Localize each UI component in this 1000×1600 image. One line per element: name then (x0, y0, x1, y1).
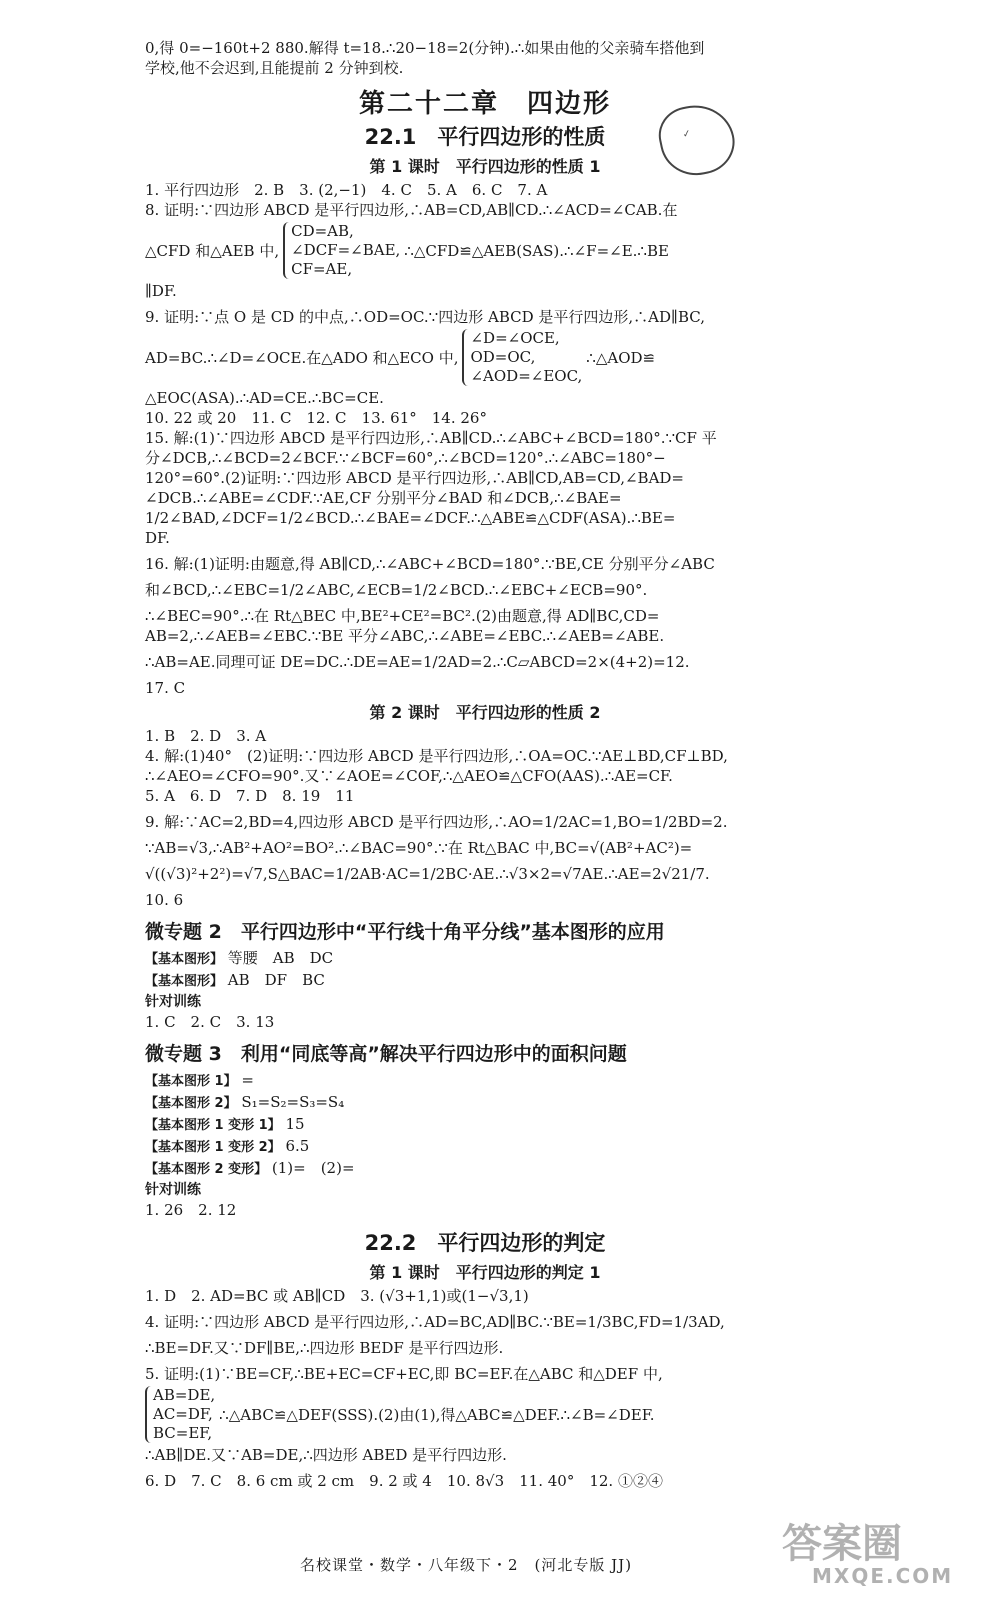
answer-line: ∴∠BEC=90°.∴在 Rt△BEC 中,BE²+CE²=BC².(2)由题意,得 AD∥BC,CD= (145, 607, 660, 625)
answer-line: 1/2∠BAD,∠DCF=1/2∠BCD.∴∠BAE=∠DCF.∴△ABE≌△CDF(ASA).∴BE= (145, 509, 676, 527)
figure-answer (145, 1070, 825, 1092)
watermark-url: MXQE.COM (812, 1564, 954, 1588)
answer-line: △EOC(ASA).∴AD=CE.∴BC=CE. (145, 389, 384, 407)
figure-answer (145, 1092, 825, 1114)
answer-line: 5. A 6. D 7. D 8. 19 11 (145, 787, 355, 805)
answer-line: 16. 解:(1)证明:由题意,得 AB∥CD,∴∠ABC+∠BCD=180°.∵BE,CE 分别平分∠ABC (145, 555, 715, 573)
figure-label: 【基本图形】 (145, 952, 224, 967)
system-brace (462, 329, 582, 386)
system-row: CF=AE, (291, 260, 353, 278)
system-row: AB=DE, (153, 1386, 216, 1404)
answer-line: 15. 解:(1)∵四边形 ABCD 是平行四边形,∴AB∥CD.∴∠ABC+∠BCD=180°.∵CF 平 (145, 429, 717, 447)
answer-line: DF. (145, 529, 170, 547)
system-trail: ∴△ABC≌△DEF(SSS).(2)由(1),得△ABC≌△DEF.∴∠B=∠DEF. (219, 1406, 655, 1424)
answer-line: 1. C 2. C 3. 13 (145, 1013, 275, 1031)
answer-line: 4. 解:(1)40° (2)证明:∵四边形 ABCD 是平行四边形,∴OA=OC.∵AE⊥BD,CF⊥BD, (145, 747, 728, 765)
section-title: 22.2 平行四边形的判定 (364, 1231, 606, 1255)
figure-label: 【基本图形 1】 (145, 1074, 237, 1089)
figure-value: AB DF BC (227, 971, 325, 989)
answer-line: 17. C (145, 679, 186, 697)
answer-line: 8. 证明:∵四边形 ABCD 是平行四边形,∴AB=CD,AB∥CD.∴∠ACD=∠CAB.在 (145, 201, 678, 219)
figure-value: 15 (285, 1115, 305, 1133)
figure-label: 【基本图形 1 变形 2】 (145, 1140, 281, 1155)
answer-line: 10. 6 (145, 891, 184, 909)
answer-line: √((√3)²+2²)=√7,S△BAC=1/2AB·AC=1/2BC·AE.∴√3×2=√7AE.∴AE=2√21/7. (145, 865, 710, 883)
chapter-title: 第二十二章 四边形 (358, 89, 611, 119)
intro-line: 0,得 0=−160t+2 880.解得 t=18.∴20−18=2(分钟).∴如果由他的父亲骑车搭他到 (145, 39, 705, 57)
figure-label: 【基本图形 2】 (145, 1096, 237, 1111)
equation-system (145, 329, 825, 386)
lesson-title: 第 1 课时 平行四边形的性质 1 (369, 157, 601, 176)
answer-line: 1. D 2. AD=BC 或 AB∥CD 3. (√3+1,1)或(1−√3,1) (145, 1287, 529, 1305)
figure-value: 6.5 (285, 1137, 310, 1155)
answer-line: 1. 平行四边形 2. B 3. (2,−1) 4. C 5. A 6. C 7. A (145, 181, 548, 199)
intro-line: 学校,他不会迟到,且能提前 2 分钟到校. (145, 59, 404, 77)
answer-line: ∥DF. (145, 282, 177, 300)
figure-answer (145, 970, 825, 992)
answer-line: ∴∠AEO=∠CFO=90°.又∵∠AOE=∠COF,∴△AEO≌△CFO(AAS).∴AE=CF. (145, 767, 673, 785)
figure-label: 【基本图形 2 变形】 (145, 1162, 268, 1177)
practice-heading: 针对训练 (145, 1182, 201, 1198)
equation-system (145, 222, 825, 279)
figure-value: S₁=S₂=S₃=S₄ (241, 1093, 345, 1111)
page-footer: 名校课堂・数学・八年级下・2 (河北专版 JJ) (300, 1556, 633, 1574)
answer-page (145, 38, 825, 1491)
system-trail: ∴△AOD≌ (586, 348, 656, 367)
answer-line: 4. 证明:∵四边形 ABCD 是平行四边形,∴AD=BC,AD∥BC.∵BE=1/3BC,FD=1/3AD, (145, 1313, 725, 1331)
figure-answer (145, 1158, 825, 1180)
figure-label: 【基本图形 1 变形 1】 (145, 1118, 281, 1133)
answer-line: ∴AB∥DE.又∵AB=DE,∴四边形 ABED 是平行四边形. (145, 1446, 507, 1464)
section-title: 22.1 平行四边形的性质 (364, 125, 606, 149)
answer-line: 1. 26 2. 12 (145, 1201, 237, 1219)
watermark-logo (772, 1512, 982, 1592)
answer-line: 10. 22 或 20 11. C 12. C 13. 61° 14. 26° (145, 409, 487, 427)
equation-system (145, 1386, 825, 1443)
system-row: CD=AB, (291, 222, 354, 240)
figure-label: 【基本图形】 (145, 974, 224, 989)
figure-answer (145, 948, 825, 970)
answer-line: AB=2,∴∠AEB=∠EBC.∵BE 平分∠ABC,∴∠ABE=∠EBC.∴∠AEB=∠ABE. (145, 627, 665, 645)
system-brace (145, 1386, 215, 1443)
figure-answer (145, 1136, 825, 1158)
system-brace (283, 222, 400, 279)
figure-value: = (241, 1071, 254, 1089)
topic-title: 微专题 2 平行四边形中“平行线十角平分线”基本图形的应用 (145, 921, 665, 943)
lesson-title: 第 2 课时 平行四边形的性质 2 (369, 703, 601, 722)
system-row: AC=DF, (153, 1405, 213, 1423)
figure-value: 等腰 AB DC (227, 949, 334, 967)
figure-value: (1)= (2)= (271, 1159, 355, 1177)
answer-line: ∠DCB.∴∠ABE=∠CDF.∵AE,CF 分别平分∠BAD 和∠DCB,∴∠BAE= (145, 489, 622, 507)
answer-line: 6. D 7. C 8. 6 cm 或 2 cm 9. 2 或 4 10. 8√3 11. 40° 12. ①②④ (145, 1472, 663, 1490)
system-row: ∠DCF=∠BAE, (291, 241, 401, 259)
figure-answer (145, 1114, 825, 1136)
system-trail: ∴△CFD≌△AEB(SAS).∴∠F=∠E.∴BE (404, 241, 669, 260)
lesson-title: 第 1 课时 平行四边形的判定 1 (369, 1263, 601, 1282)
system-lead: AD=BC.∴∠D=∠OCE.在△ADO 和△ECO 中, (145, 349, 459, 367)
topic-title: 微专题 3 利用“同底等高”解决平行四边形中的面积问题 (145, 1043, 627, 1065)
answer-line: 9. 解:∵AC=2,BD=4,四边形 ABCD 是平行四边形,∴AO=1/2AC=1,BO=1/2BD=2. (145, 813, 728, 831)
answer-line: ∴BE=DF.又∵DF∥BE,∴四边形 BEDF 是平行四边形. (145, 1339, 504, 1357)
answer-line: 1. B 2. D 3. A (145, 727, 267, 745)
answer-line: ∵AB=√3,∴AB²+AO²=BO².∴∠BAC=90°.∵在 Rt△BAC 中,BC=√(AB²+AC²)= (145, 839, 693, 857)
answer-line: 分∠DCB,∴∠BCD=2∠BCF.∵∠BCF=60°,∴∠BCD=120°.∴∠ABC=180°− (145, 449, 666, 467)
watermark-text: 答案圈 (782, 1521, 902, 1567)
practice-heading: 针对训练 (145, 994, 201, 1010)
answer-line: 和∠BCD,∴∠EBC=1/2∠ABC,∠ECB=1/2∠BCD.∴∠EBC+∠ECB=90°. (145, 581, 648, 599)
system-lead: △CFD 和△AEB 中, (145, 242, 280, 260)
system-row: BC=EF, (153, 1424, 213, 1442)
answer-line: 5. 证明:(1)∵BE=CF,∴BE+EC=CF+EC,即 BC=EF.在△ABC 和△DEF 中, (145, 1365, 663, 1383)
system-row: ∠D=∠OCE, (470, 329, 560, 347)
answer-line: ∴AB=AE.同理可证 DE=DC.∴DE=AE=1/2AD=2.∴C▱ABCD=2×(4+2)=12. (145, 653, 690, 671)
system-row: ∠AOD=∠EOC, (470, 367, 583, 385)
stamp-icon: ✓ (654, 98, 741, 182)
answer-line: 9. 证明:∵点 O 是 CD 的中点,∴OD=OC.∵四边形 ABCD 是平行四边形,∴AD∥BC, (145, 308, 705, 326)
answer-line: 120°=60°.(2)证明:∵四边形 ABCD 是平行四边形,∴AB∥CD,AB=CD,∠BAD= (145, 469, 684, 487)
system-row: OD=OC, (470, 348, 536, 366)
